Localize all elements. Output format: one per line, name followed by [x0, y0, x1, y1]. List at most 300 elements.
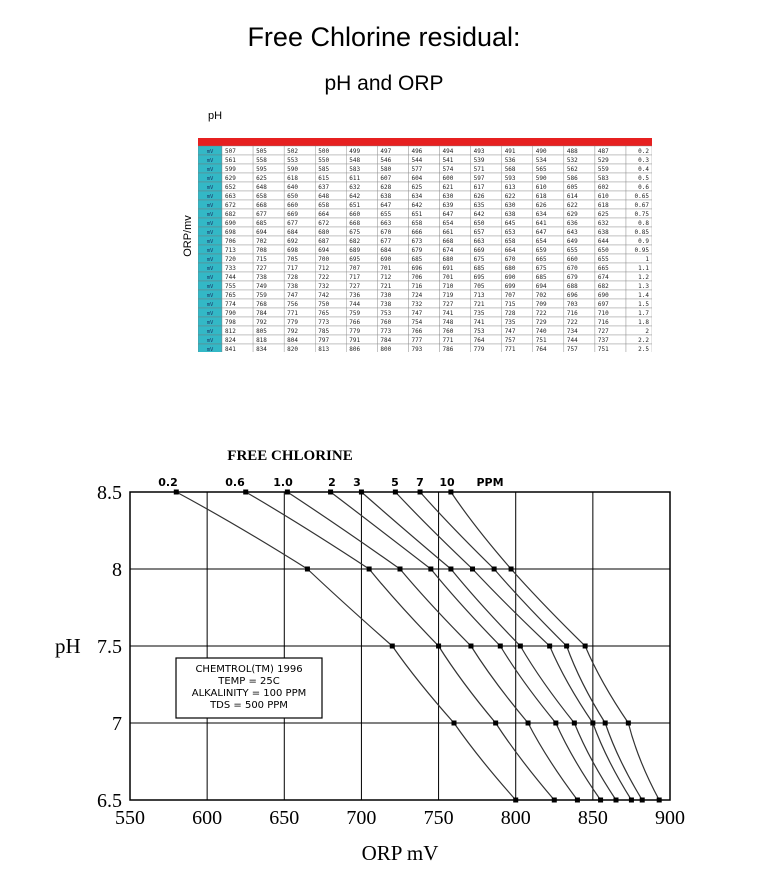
table-cell-value: 724 — [411, 292, 423, 299]
data-point — [657, 798, 662, 803]
table-cell-value: 679 — [566, 274, 578, 281]
data-point — [603, 721, 608, 726]
table-cell-value: 675 — [535, 265, 547, 272]
data-point — [583, 644, 588, 649]
table-cell-value: 672 — [318, 220, 330, 227]
table-cell-value: 716 — [566, 310, 578, 317]
table-y-label: ORP/mv — [182, 215, 194, 257]
data-point — [492, 567, 497, 572]
table-cell-value: 490 — [535, 148, 547, 155]
table-cell-value: 685 — [411, 256, 423, 263]
table-cell-value: 720 — [225, 256, 236, 263]
table-cell-value: 692 — [287, 238, 298, 245]
table-cell-value: 604 — [411, 175, 423, 182]
table-cell-value: 553 — [287, 157, 298, 164]
table-cell-value: 580 — [380, 166, 392, 173]
table-cell-value: 680 — [504, 265, 516, 272]
table-cell-value: 757 — [504, 337, 516, 344]
table-cell-value: 628 — [380, 184, 392, 191]
table-cell-value: 694 — [318, 247, 330, 254]
table-cell-value: 773 — [318, 319, 330, 326]
data-point — [305, 567, 310, 572]
table-cell-value: 658 — [504, 238, 516, 245]
table-unit-label: mV — [206, 149, 214, 155]
y-axis-label: pH — [55, 634, 81, 658]
table-cell-value: 702 — [256, 238, 267, 245]
data-point — [552, 798, 557, 803]
table-cell-value: 699 — [504, 283, 516, 290]
table-ppm-value: 0.2 — [638, 148, 649, 155]
table-cell-value: 727 — [349, 283, 361, 290]
table-cell-value: 721 — [473, 301, 485, 308]
table-cell-value: 532 — [566, 157, 578, 164]
table-cell-value: 754 — [411, 319, 423, 326]
table-ppm-value: 1.4 — [638, 292, 649, 299]
table-cell-value: 500 — [318, 148, 330, 155]
data-point — [575, 798, 580, 803]
table-cell-value: 670 — [504, 256, 516, 263]
table-unit-label: mV — [206, 221, 214, 227]
table-ppm-value: 0.67 — [634, 202, 649, 209]
table-cell-value: 764 — [473, 337, 485, 344]
table-cell-value: 550 — [318, 157, 330, 164]
table-cell-value: 493 — [473, 148, 485, 155]
legend-line: ALKALINITY = 100 PPM — [191, 688, 307, 699]
table-cell-value: 722 — [535, 310, 547, 317]
table-cell-value: 675 — [473, 256, 485, 263]
table-cell-value: 705 — [287, 256, 298, 263]
table-cell-value: 660 — [287, 202, 298, 209]
table-ppm-value: 0.9 — [638, 238, 649, 245]
table-cell-value: 779 — [473, 346, 485, 352]
table-cell-value: 634 — [535, 211, 547, 218]
table-ppm-value: 0.65 — [634, 193, 649, 200]
table-cell-value: 658 — [318, 202, 330, 209]
table-ppm-value: 1.7 — [638, 310, 649, 317]
table-cell-value: 626 — [535, 202, 547, 209]
x-tick-label: 900 — [655, 807, 685, 829]
y-tick-label: 8 — [112, 559, 122, 581]
table-cell-value: 741 — [442, 310, 454, 317]
table-unit-label: mV — [206, 302, 214, 308]
table-cell-value: 618 — [535, 193, 547, 200]
table-cell-value: 614 — [566, 193, 578, 200]
table-cell-value: 625 — [411, 184, 423, 191]
table-cell-value: 682 — [597, 283, 609, 290]
table-ppm-value: 0.3 — [638, 157, 649, 164]
table-cell-value: 658 — [256, 193, 267, 200]
table-cell-value: 771 — [442, 337, 454, 344]
data-point — [547, 644, 552, 649]
table-cell-value: 697 — [597, 301, 609, 308]
data-point — [626, 721, 631, 726]
table-cell-value: 668 — [349, 220, 361, 227]
table-cell-value: 710 — [442, 283, 454, 290]
table-ppm-value: 2 — [645, 328, 649, 335]
table-unit-label: mV — [206, 194, 214, 200]
table-cell-value: 753 — [380, 310, 392, 317]
table-cell-value: 719 — [442, 292, 454, 299]
y-tick-label: 6.5 — [97, 790, 122, 812]
table-unit-label: mV — [206, 248, 214, 254]
orp-lookup-table-grid — [198, 138, 652, 352]
table-cell-value: 610 — [597, 193, 609, 200]
table-cell-value: 629 — [225, 175, 236, 182]
table-cell-value: 642 — [473, 211, 485, 218]
table-cell-value: 706 — [411, 274, 423, 281]
table-cell-value: 674 — [597, 274, 609, 281]
data-point — [553, 721, 558, 726]
x-tick-label: 550 — [115, 807, 145, 829]
table-cell-value: 505 — [256, 148, 267, 155]
table-cell-value: 734 — [566, 328, 578, 335]
data-point — [640, 798, 645, 803]
data-point — [509, 567, 514, 572]
table-cell-value: 756 — [287, 301, 298, 308]
data-point — [498, 644, 503, 649]
table-cell-value: 732 — [318, 283, 330, 290]
table-unit-label: mV — [206, 239, 214, 245]
table-cell-value: 626 — [473, 193, 485, 200]
table-unit-label: mV — [206, 185, 214, 191]
table-cell-value: 733 — [225, 265, 236, 272]
table-cell-value: 695 — [349, 256, 361, 263]
table-cell-value: 694 — [535, 283, 547, 290]
table-cell-value: 611 — [349, 175, 361, 182]
table-ppm-value: 1.5 — [638, 301, 649, 308]
data-point — [493, 721, 498, 726]
data-point — [367, 567, 372, 572]
table-cell-value: 684 — [380, 247, 392, 254]
ppm-label: 10 — [439, 476, 455, 489]
table-cell-value: 747 — [287, 292, 298, 299]
table-cell-value: 632 — [597, 220, 609, 227]
table-cell-value: 688 — [566, 283, 578, 290]
table-ppm-value: 1 — [645, 256, 649, 263]
table-cell-value: 708 — [256, 247, 267, 254]
table-cell-value: 755 — [225, 283, 236, 290]
x-tick-label: 650 — [269, 807, 300, 829]
table-cell-value: 494 — [442, 148, 454, 155]
table-cell-value: 595 — [256, 166, 267, 173]
table-cell-value: 625 — [256, 175, 267, 182]
data-point — [452, 721, 457, 726]
data-point — [285, 490, 290, 495]
table-unit-label: mV — [206, 284, 214, 290]
table-cell-value: 764 — [535, 346, 547, 352]
table-cell-value: 496 — [411, 148, 423, 155]
data-point — [564, 644, 569, 649]
table-cell-value: 806 — [349, 346, 361, 352]
table-cell-value: 546 — [380, 157, 392, 164]
table-cell-value: 771 — [504, 346, 516, 352]
table-cell-value: 677 — [256, 211, 267, 218]
table-unit-label: mV — [206, 230, 214, 236]
table-cell-value: 655 — [566, 247, 578, 254]
table-cell-value: 834 — [256, 346, 267, 352]
table-cell-value: 668 — [442, 238, 454, 245]
table-cell-value: 690 — [597, 292, 609, 299]
table-cell-value: 630 — [504, 202, 516, 209]
table-cell-value: 648 — [318, 193, 330, 200]
table-cell-value: 706 — [225, 238, 236, 245]
table-cell-value: 544 — [411, 157, 423, 164]
table-cell-value: 610 — [535, 184, 547, 191]
table-cell-value: 491 — [504, 148, 516, 155]
table-cell-value: 786 — [442, 346, 454, 352]
table-cell-value: 655 — [597, 256, 609, 263]
table-cell-value: 663 — [225, 193, 236, 200]
table-cell-value: 541 — [442, 157, 454, 164]
data-point — [468, 644, 473, 649]
table-cell-value: 709 — [535, 301, 547, 308]
table-cell-value: 738 — [256, 274, 267, 281]
table-cell-value: 654 — [535, 238, 547, 245]
table-cell-value: 562 — [566, 166, 578, 173]
table-ppm-value: 1.3 — [638, 283, 649, 290]
table-cell-value: 792 — [256, 319, 267, 326]
table-cell-value: 721 — [380, 283, 392, 290]
data-point — [448, 490, 453, 495]
table-cell-value: 695 — [473, 274, 485, 281]
table-cell-value: 669 — [473, 247, 485, 254]
table-cell-value: 765 — [225, 292, 236, 299]
table-ppm-value: 2.2 — [638, 337, 649, 344]
ppm-label: 7 — [416, 476, 424, 489]
table-ppm-value: 1.1 — [638, 265, 649, 272]
table-ppm-value: 0.8 — [638, 220, 649, 227]
table-unit-label: mV — [206, 275, 214, 281]
table-cell-value: 753 — [473, 328, 485, 335]
table-unit-label: mV — [206, 311, 214, 317]
table-ppm-value: 0.75 — [634, 211, 649, 218]
table-cell-value: 735 — [473, 310, 485, 317]
table-cell-value: 488 — [566, 148, 578, 155]
table-cell-value: 774 — [225, 301, 236, 308]
table-cell-value: 760 — [380, 319, 392, 326]
table-cell-value: 665 — [597, 265, 609, 272]
table-cell-value: 615 — [318, 175, 330, 182]
table-cell-value: 749 — [256, 283, 267, 290]
table-cell-value: 650 — [597, 247, 609, 254]
chart-title: FREE CHLORINE — [227, 448, 353, 464]
table-cell-value: 647 — [380, 202, 392, 209]
table-cell-value: 571 — [473, 166, 485, 173]
x-tick-label: 700 — [346, 807, 377, 829]
table-unit-label: mV — [206, 203, 214, 209]
data-point — [436, 644, 441, 649]
table-cell-value: 747 — [411, 310, 423, 317]
table-cell-value: 651 — [411, 211, 423, 218]
table-cell-value: 655 — [380, 211, 392, 218]
table-cell-value: 634 — [411, 193, 423, 200]
y-tick-label: 7.5 — [97, 636, 122, 658]
table-header-bar — [198, 138, 652, 146]
table-cell-value: 599 — [225, 166, 236, 173]
free-chlorine-chart — [0, 440, 768, 866]
table-cell-value: 773 — [380, 328, 392, 335]
table-cell-value: 672 — [225, 202, 236, 209]
table-cell-value: 735 — [504, 319, 516, 326]
table-cell-value: 559 — [597, 166, 609, 173]
x-tick-label: 850 — [577, 807, 608, 829]
table-cell-value: 649 — [566, 238, 578, 245]
table-cell-value: 759 — [349, 310, 361, 317]
table-cell-value: 841 — [225, 346, 236, 352]
table-ppm-value: 2.5 — [638, 346, 649, 352]
table-cell-value: 622 — [566, 202, 578, 209]
data-point — [598, 798, 603, 803]
table-cell-value: 747 — [504, 328, 516, 335]
table-cell-value: 690 — [380, 256, 392, 263]
table-cell-value: 689 — [349, 247, 361, 254]
table-cell-value: 771 — [287, 310, 298, 317]
table-cell-value: 605 — [566, 184, 578, 191]
table-cell-value: 748 — [442, 319, 454, 326]
table-cell-value: 824 — [225, 337, 236, 344]
table-cell-value: 647 — [442, 211, 454, 218]
data-point — [428, 567, 433, 572]
table-cell-value: 663 — [380, 220, 392, 227]
table-cell-value: 737 — [597, 337, 609, 344]
table-cell-value: 502 — [287, 148, 298, 155]
data-point — [518, 644, 523, 649]
table-cell-value: 784 — [380, 337, 392, 344]
table-unit-label: mV — [206, 293, 214, 299]
table-cell-value: 715 — [256, 256, 267, 263]
ppm-label: 0.2 — [158, 476, 178, 489]
table-cell-value: 636 — [566, 220, 578, 227]
table-cell-value: 702 — [535, 292, 547, 299]
table-cell-value: 529 — [597, 157, 609, 164]
free-chlorine-chart-svg — [0, 440, 768, 866]
table-cell-value: 696 — [566, 292, 578, 299]
table-cell-value: 651 — [349, 202, 361, 209]
table-cell-value: 642 — [349, 193, 361, 200]
ppm-label: 3 — [353, 476, 361, 489]
table-cell-value: 744 — [225, 274, 236, 281]
table-cell-value: 732 — [411, 301, 423, 308]
table-cell-value: 751 — [597, 346, 609, 352]
table-unit-label: mV — [206, 167, 214, 173]
table-cell-value: 618 — [597, 202, 609, 209]
table-cell-value: 666 — [411, 229, 423, 236]
table-cell-value: 800 — [380, 346, 392, 352]
table-cell-value: 607 — [380, 175, 392, 182]
table-cell-value: 548 — [349, 157, 361, 164]
table-cell-value: 677 — [380, 238, 392, 245]
data-point — [448, 567, 453, 572]
table-cell-value: 727 — [256, 265, 267, 272]
table-cell-value: 590 — [287, 166, 298, 173]
table-cell-value: 710 — [597, 310, 609, 317]
legend-line: TEMP = 25C — [218, 676, 280, 687]
table-cell-value: 792 — [287, 328, 298, 335]
table-ppm-value: 0.5 — [638, 175, 649, 182]
table-cell-value: 539 — [473, 157, 485, 164]
table-cell-value: 577 — [411, 166, 423, 173]
table-cell-value: 638 — [597, 229, 609, 236]
data-point — [526, 721, 531, 726]
table-cell-value: 558 — [256, 157, 267, 164]
table-cell-value: 717 — [349, 274, 361, 281]
table-cell-value: 534 — [535, 157, 547, 164]
table-cell-value: 685 — [256, 220, 267, 227]
table-cell-value: 717 — [287, 265, 298, 272]
table-ppm-value: 0.95 — [634, 247, 649, 254]
table-cell-value: 637 — [318, 184, 330, 191]
table-cell-value: 648 — [256, 184, 267, 191]
table-cell-value: 677 — [287, 220, 298, 227]
table-cell-value: 664 — [504, 247, 516, 254]
legend-line: TDS = 500 PPM — [210, 700, 288, 711]
table-cell-value: 728 — [287, 274, 298, 281]
table-cell-value: 630 — [442, 193, 454, 200]
table-cell-value: 680 — [442, 256, 454, 263]
x-axis-label: ORP mV — [361, 841, 439, 865]
table-cell-value: 643 — [566, 229, 578, 236]
table-unit-label: mV — [206, 329, 214, 335]
table-cell-value: 766 — [411, 328, 423, 335]
ppm-label: 0.6 — [225, 476, 245, 489]
ppm-label: 1.0 — [273, 476, 293, 489]
table-unit-label: mV — [206, 320, 214, 326]
table-cell-value: 597 — [473, 175, 485, 182]
table-cell-value: 713 — [225, 247, 236, 254]
table-cell-value: 600 — [442, 175, 454, 182]
table-ppm-value: 0.4 — [638, 166, 649, 173]
page-title: Free Chlorine residual: — [247, 22, 521, 52]
table-cell-value: 593 — [504, 175, 516, 182]
table-cell-value: 727 — [597, 328, 609, 335]
table-ppm-value: 0.85 — [634, 229, 649, 236]
table-cell-value: 632 — [349, 184, 361, 191]
table-cell-value: 765 — [318, 310, 330, 317]
table-cell-value: 703 — [566, 301, 578, 308]
data-point — [174, 490, 179, 495]
table-cell-value: 640 — [287, 184, 298, 191]
table-cell-value: 664 — [318, 211, 330, 218]
table-cell-value: 722 — [566, 319, 578, 326]
table-cell-value: 779 — [287, 319, 298, 326]
table-cell-value: 700 — [318, 256, 330, 263]
table-cell-value: 645 — [504, 220, 516, 227]
table-unit-label: mV — [206, 158, 214, 164]
table-unit-label: mV — [206, 212, 214, 218]
x-tick-label: 600 — [192, 807, 223, 829]
table-ph-label: pH — [208, 110, 223, 122]
table-cell-value: 813 — [318, 346, 330, 352]
table-cell-value: 617 — [473, 184, 485, 191]
data-point — [513, 798, 518, 803]
table-cell-value: 738 — [380, 301, 392, 308]
table-cell-value: 729 — [535, 319, 547, 326]
table-cell-value: 499 — [349, 148, 361, 155]
table-cell-value: 685 — [473, 265, 485, 272]
table-cell-value: 698 — [287, 247, 298, 254]
table-cell-value: 690 — [225, 220, 236, 227]
data-point — [393, 490, 398, 495]
table-unit-label: mV — [206, 338, 214, 344]
table-cell-value: 665 — [535, 256, 547, 263]
table-cell-value: 712 — [380, 274, 392, 281]
table-cell-value: 728 — [504, 310, 516, 317]
table-cell-value: 705 — [473, 283, 485, 290]
table-cell-value: 670 — [566, 265, 578, 272]
table-cell-value: 622 — [504, 193, 516, 200]
table-cell-value: 716 — [597, 319, 609, 326]
ppm-label: 2 — [328, 476, 336, 489]
